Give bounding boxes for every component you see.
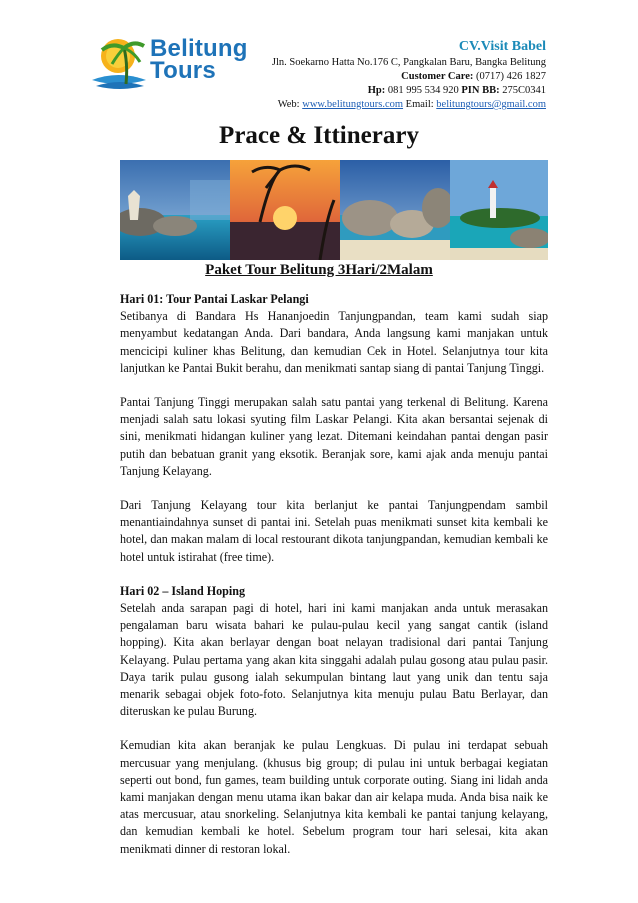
day1-heading: Hari 01: Tour Pantai Laskar Pelangi (120, 292, 309, 306)
hp-value: 081 995 534 920 (387, 85, 459, 96)
care-value: (0717) 426 1827 (476, 71, 546, 82)
hp-label: Hp: (367, 85, 386, 96)
package-title-text: Paket Tour Belitung 3Hari/2Malam (205, 262, 433, 278)
day1-paragraph-2: Pantai Tanjung Tinggi merupakan salah satu pantai yang terkenal di Belitung. Karena menjadi salah satu lokasi syuting film Laskar Pelangi. Kita akan bersantai sejenak di sini, menikmati hidangan kuliner yang lezat. Ditemani keindahan pantai dengan pasir putih dan bebatuan granit yang eksotik. Beranjak sore, kami ajak anda menuju pantai Tanjung Kelayang. (120, 395, 548, 478)
package-title (0, 262, 638, 279)
phone-pin-line (186, 84, 546, 98)
day2-paragraph-1: Setelah anda sarapan pagi di hotel, hari ini kami manjakan anda untuk merasakan pengalaman baru wisata bahari ke pulau-pulau kecil yang sangat cantik (island hopping). Kita akan berlayar dengan boat nelayan tradisional dari pantai Tanjung Kelayang. Pulau pertama yang akan kita singgahi adalah pulau gosong atau pulau pasir. Daya tarik pulau gusong ialah sekumpulan bintang laut yang unik dan tentu saja menarik sebagai objek foto-foto. Selanjutnya kita menuju pulau Batu Berlayar, dan diteruskan ke pulau Burung. (120, 601, 548, 719)
banner-photo-collage (120, 160, 548, 260)
pin-value: 275C0341 (502, 85, 546, 96)
company-address: Jln. Soekarno Hatta No.176 C, Pangkalan Baru, Bangka Belitung (271, 57, 546, 68)
itinerary-content (120, 291, 548, 858)
customer-care-line (186, 70, 546, 84)
email-label: Email: (405, 99, 434, 110)
day2-paragraph-2: Kemudian kita akan beranjak ke pulau Lengkuas. Di pulau ini terdapat sebuah mercusuar yang menjulang. (khusus big group; di pulau ini untuk berbagai kegiatan seperti out bond, fun games, team building untuk corporate outing. Siang ini lidah anda kami manjakan dengan menu utama ikan bakar dan air kelapa muda. Anda bisa naik ke atas mercusuar, atau snorkeling. Selanjutnya kita kembali ke pantai tanjung kelayang, dan kemudian kembali ke hotel. Sebelum program tour hari selesai, kita akan menikmati dinner di restoran lokal. (120, 738, 548, 856)
company-name: CV.Visit Babel (458, 39, 546, 54)
website-link[interactable]: www.belitungtours.com (302, 99, 404, 110)
care-label: Customer Care: (401, 71, 474, 82)
logo-line-2: Tours (150, 57, 216, 84)
day1-paragraph-1: Setibanya di Bandara Hs Hananjoedin Tanjungpandan, team kami sudah siap menyambut kedatangan Anda. Dari bandara, Anda langsung kami manjakan untuk mencicipi kuliner khas Belitung, dan kemudian Cek in Hotel. Selanjutnya tour kita lanjutkan ke Pantai Bukit berahu, dan menikmati santap siang di pantai Tanjung Tinggi. (120, 309, 548, 375)
contact-block (186, 38, 546, 112)
day2-heading: Hari 02 – Island Hoping (120, 583, 246, 598)
day1-paragraph-3: Dari Tanjung Kelayang tour kita berlanjut ke pantai Tanjungpendam sambil menantiaindahnya sunset di pantai ini. Setelah puas menikmati sunset kita kembali ke hotel, dan makan malam di local restourant dikota tanjungpandan, kemudian kembali ke hotel untuk istirahat (free time). (120, 498, 548, 564)
page-title: Prace & Ittinerary (219, 122, 419, 149)
web-email-line (186, 98, 546, 112)
email-link[interactable]: belitungtours@gmail.com (436, 99, 546, 110)
beach-collage-image (120, 160, 548, 260)
pin-label: PIN BB: (461, 85, 500, 96)
logo-line-1: Belitung (150, 35, 248, 62)
web-label: Web: (277, 99, 300, 110)
